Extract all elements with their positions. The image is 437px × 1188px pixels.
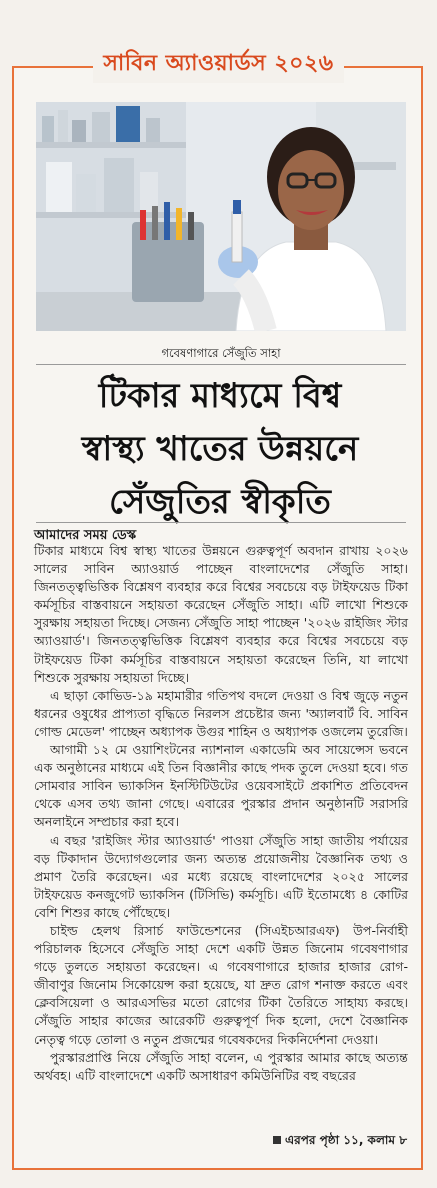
continuation-note xyxy=(273,1132,407,1152)
headline-line-1: টিকার মাধ্যমে বিশ্ব xyxy=(98,376,342,416)
square-bullet-icon xyxy=(273,1136,281,1144)
article-body xyxy=(34,542,408,1085)
headline-line-3: সেঁজুতির স্বীকৃতি xyxy=(109,482,331,522)
lab-scientist-photo xyxy=(36,102,406,331)
paragraph-6: পুরস্কারপ্রাপ্তি নিয়ে সেঁজুতি সাহা বলেন, এ পুরস্কার আমার কাছে অত্যন্ত অর্থবহ। এটি বাংলাদেশে একটি অসাধারণ কমিউনিটির বহু বছরের xyxy=(34,1049,408,1083)
paragraph-1: টিকার মাধ্যমে বিশ্ব স্বাস্থ্য খাতের উন্নয়নে গুরুত্বপূর্ণ অবদান রাখায় ২০২৬ সালের সাবিন অ্যাওয়ার্ড পাচ্ছেন বাংলাদেশের সেঁজুতি সাহা। জিনতত্ত্বভিত্তিক বিশ্লেষণ ব্যবহার করে বিশ্বের সবচেয়ে বড় টাইফয়েড টিকা কর্মসূচির বাস্তবায়নে সহায়তা করেছেন সেঁজুতি সাহা। এটি লাখো শিশুকে সুরক্ষায় সহায়তা দিচ্ছে। সেজন্য সেঁজুতি সাহা পাচ্ছেন '২০২৬ রাইজিং স্টার অ্যাওয়ার্ড'। জিনতত্ত্বভিত্তিক বিশ্লেষণ ব্যবহার করে বিশ্বের সবচেয়ে বড় টাইফয়েড টিকা কর্মসূচির বাস্তবায়নে সহায়তা করেছেন তিনি, যা লাখো শিশুকে সুরক্ষায় সহায়তা দিচ্ছে। xyxy=(34,543,408,685)
paragraph-4: এ বছর 'রাইজিং স্টার অ্যাওয়ার্ড' পাওয়া সেঁজুতি সাহা জাতীয় পর্যায়ের বড় টিকাদান উদ্যোগগুলোর জন্য অত্যন্ত প্রয়োজনীয় বৈজ্ঞানিক তথ্য ও প্রমাণ তৈরি করেছেন। এর মধ্যে রয়েছে বাংলাদেশের ২০২৫ সালের টাইফয়েড কনজুগেট ভ্যাকসিন (টিসিভি) কর্মসূচি। এটি ইতোমধ্যে ৪ কোটির বেশি শিশুর কাছে পৌঁছেছে। xyxy=(34,832,408,920)
headline xyxy=(30,370,410,529)
paragraph-5: চাইল্ড হেলথ রিসার্চ ফাউন্ডেশনের (সিএইচআরএফ) উপ-নির্বাহী পরিচালক হিসেবে সেঁজুতি সাহা দেশে একটি উন্নত জিনোম গবেষণাগার গড়ে তুলতে সহায়তা করেছেন। এ গবেষণাগারে হাজার হাজার রোগ-জীবাণুর জিনোম সিকোয়েন্স করা হয়েছে, যা দ্রুত রোগ শনাক্ত করতে এবং ক্লেবসিয়েলা ও আরএসভির মতো রোগের টিকা তৈরিতে সাহায্য করছে। সেঁজুতি সাহার কাজের আরেকটি গুরুত্বপূর্ণ দিক হলো, দেশে বৈজ্ঞানিক নেতৃত্ব গড়ে তোলা ও নতুন প্রজন্মের গবেষকদের দিকনির্দেশনা দেওয়া। xyxy=(34,922,408,1047)
byline-desk: আমাদের সময় ডেস্ক xyxy=(34,528,137,543)
paragraph-3: আগামী ১২ মে ওয়াশিংটনের ন্যাশনাল একাডেমি অব সায়েন্সেস ভবনে এক অনুষ্ঠানের মাধ্যমে এই তিন বিজ্ঞানীর কাছে পদক তুলে দেওয়া হবে। গত সোমবার সাবিন ভ্যাকসিন ইনস্টিটিউটের ওয়েবসাইটে প্রকাশিত প্রতিবেদন থেকে এসব তথ্য জানা গেছে। এবারের পুরস্কার প্রদান অনুষ্ঠানটি সরাসরি অনলাইনে সম্প্রচার করা হবে। xyxy=(34,742,408,830)
headline-line-2: স্বাস্থ্য খাতের উন্নয়নে xyxy=(81,429,359,469)
photo-caption: গবেষণাগারে সেঁজুতি সাহা xyxy=(161,346,281,360)
article-photo xyxy=(36,102,406,331)
paragraph-2: এ ছাড়া কোভিড-১৯ মহামারীর গতিপথ বদলে দেওয়া ও বিশ্ব জুড়ে নতুন ধরনের ওষুধের প্রাপ্যতা বৃদ্ধিতে নিরলস প্রচেষ্টার জন্য 'অ্যালবার্ট বি. সাবিন গোল্ড মেডেল' পাচ্ছেন অধ্যাপক উগুর শাহিন ও অধ্যাপক ওজলেম তুরেজি। xyxy=(34,687,408,739)
section-label xyxy=(0,46,437,83)
section-label-text: সাবিন অ্যাওয়ার্ডস ২০২৬ xyxy=(93,46,343,83)
caption-divider xyxy=(36,364,406,365)
headline-divider xyxy=(36,522,406,523)
continuation-text: এরপর পৃষ্ঠা ১১, কলাম ৮ xyxy=(284,1133,407,1147)
